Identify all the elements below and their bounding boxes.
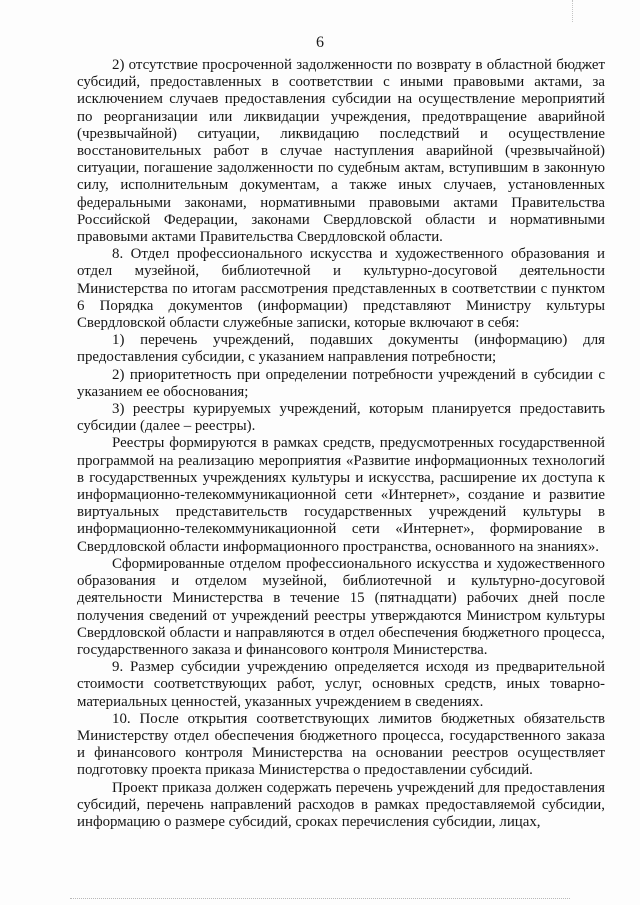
paragraph-subitem-2: 2) приоритетность при определении потребности учреждений в субсидии с указанием ее обоснования; (77, 366, 605, 400)
paragraph-subitem-1: 1) перечень учреждений, подавших документы (информацию) для предоставления субсидии, с указанием направления потребности; (77, 332, 605, 366)
paragraph-subitem-3: 3) реестры курируемых учреждений, которым планируется предоставить субсидии (далее – реестры). (77, 401, 605, 435)
document-body (77, 57, 605, 831)
scan-margin-mark (572, 0, 574, 22)
paragraph-draft-order: Проект приказа должен содержать перечень учреждений для предоставления субсидий, перечень направлений расходов в рамках предоставляемой субсидии, информацию о размере субсидий, сроках перечисления субсидии, лицах, (77, 779, 605, 830)
paragraph-registries: Реестры формируются в рамках средств, предусмотренных государственной программой на реализацию мероприятия «Развитие информационных технологий в государственных учреждениях культуры и искусства, расширение их доступа к информационно-телекоммуникационной сети «Интернет», создание и развитие виртуальных представительств государственных учреждений культуры в информационно-телекоммуникационной сети «Интернет», формирование в Свердловской области информационного пространства, основанного на знаниях». (77, 435, 605, 555)
page-number: 6 (316, 34, 324, 51)
scan-bottom-edge (70, 898, 570, 900)
paragraph-registries-approval: Сформированные отделом профессионального искусства и художественного образования и отделом музейной, библиотечной и культурно-досуговой деятельности Министерства в течение 15 (пятнадцати) рабочих дней после получения сведений от учреждений реестры утверждаются Министром культуры Свердловской области и направляются в отдел обеспечения бюджетного процесса, государственного заказа и финансового контроля Министерства. (77, 555, 605, 658)
paragraph-clause-9: 9. Размер субсидии учреждению определяется исходя из предварительной стоимости соответствующих работ, услуг, основных средств, иных товарно-материальных ценностей, указанных учреждением в сведениях. (77, 659, 605, 710)
paragraph-clause-8: 8. Отдел профессионального искусства и художественного образования и отдел музейной, библиотечной и культурно-досуговой деятельности Министерства по итогам рассмотрения представленных в соответствии с пунктом 6 Порядка документов (информации) представляют Министру культуры Свердловской области служебные записки, которые включают в себя: (77, 246, 605, 332)
paragraph-item-2: 2) отсутствие просроченной задолженности по возврату в областной бюджет субсидий, предоставленных в соответствии с иными правовыми актами, за исключением случаев предоставления субсидии на осуществление мероприятий по реорганизации или ликвидации учреждения, предотвращение аварийной (чрезвычайной) ситуации, ликвидацию последствий и осуществление восстановительных работ в случае наступления аварийной (чрезвычайной) ситуации, погашение задолженности по судебным актам, вступившим в законную силу, исполнительным документам, а также иных случаев, установленных федеральными законами, нормативными правовыми актами Правительства Российской Федерации, законами Свердловской области и нормативными правовыми актами Правительства Свердловской области. (77, 57, 605, 246)
paragraph-clause-10: 10. После открытия соответствующих лимитов бюджетных обязательств Министерству отдел обеспечения бюджетного процесса, государственного заказа и финансового контроля Министерства на основании реестров осуществляет подготовку проекта приказа Министерства о предоставлении субсидий. (77, 710, 605, 779)
